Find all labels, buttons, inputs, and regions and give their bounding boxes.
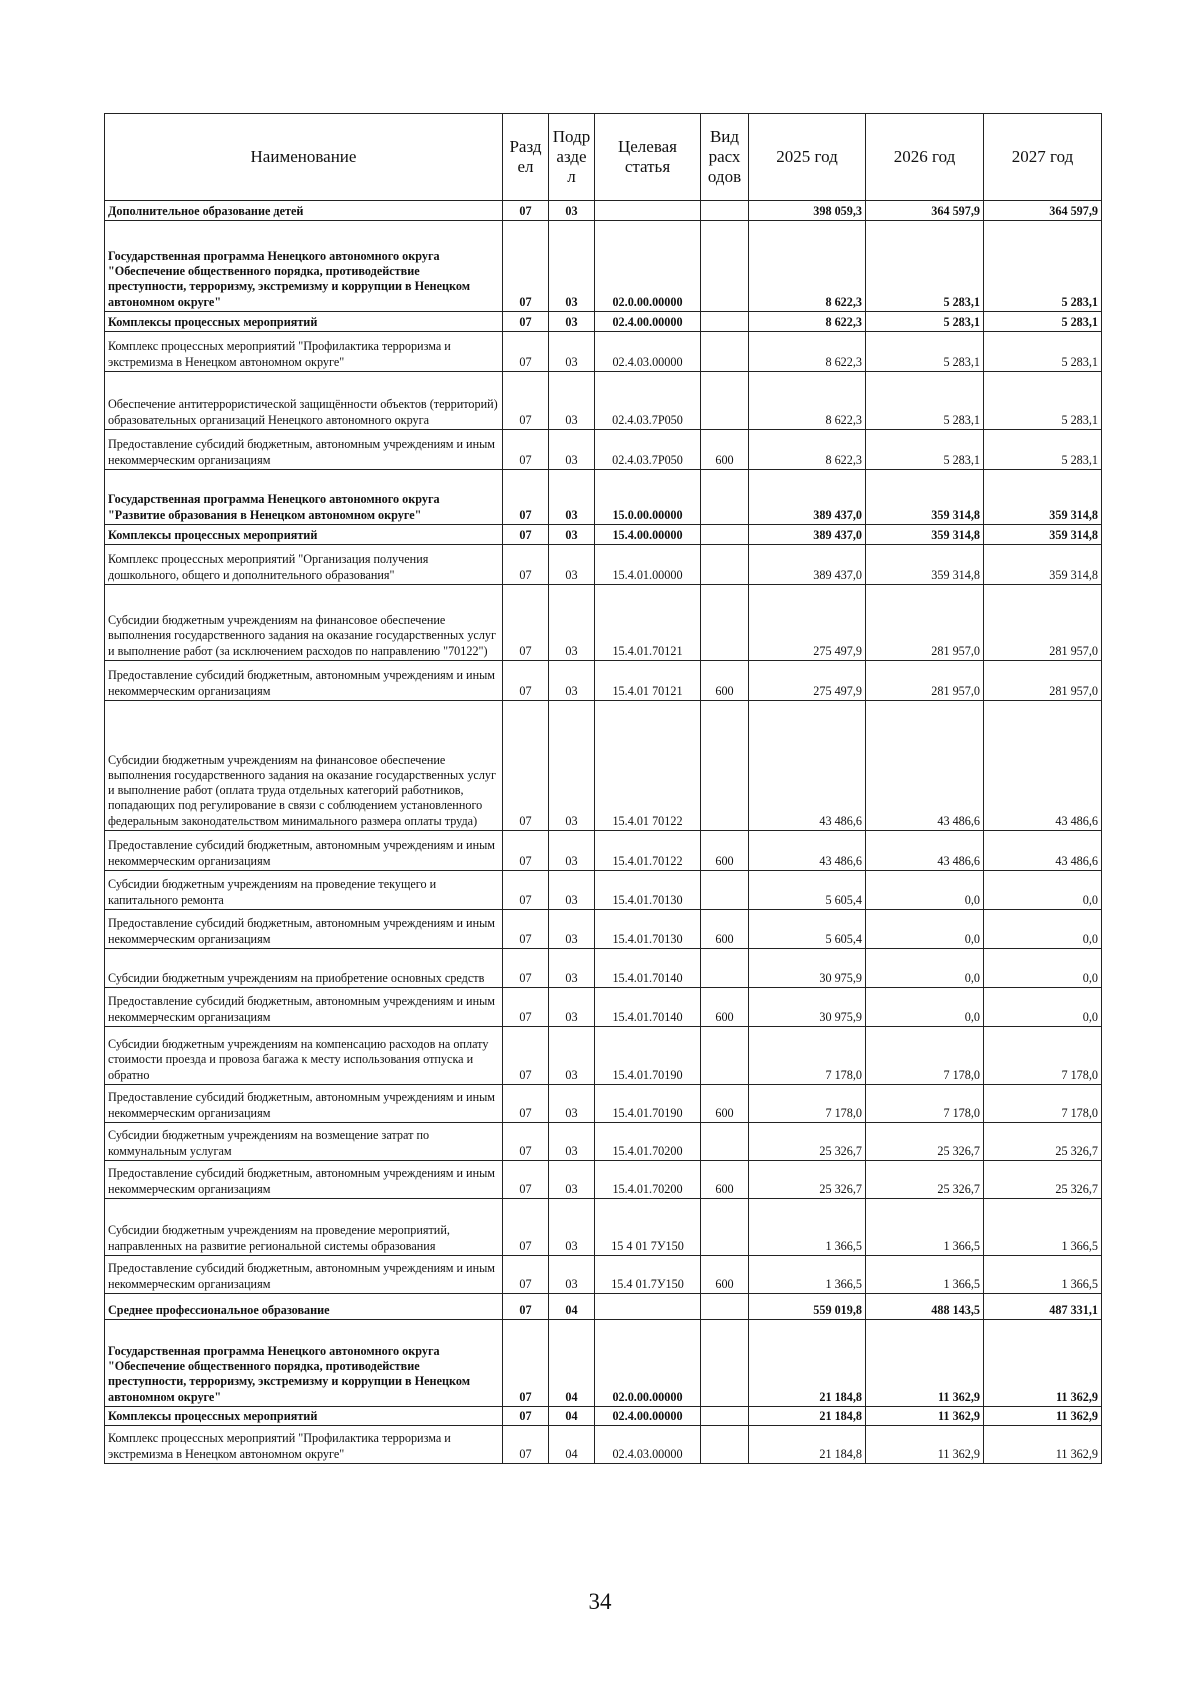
row-expense-type — [701, 1294, 749, 1320]
row-value-2026: 5 283,1 — [866, 372, 984, 430]
row-expense-type — [701, 1027, 749, 1085]
row-podrazd: 03 — [549, 372, 595, 430]
budget-table — [104, 113, 1102, 1464]
row-value-2026: 488 143,5 — [866, 1294, 984, 1320]
table-row — [105, 1407, 1102, 1426]
row-name: Предоставление субсидий бюджетным, автономным учреждениям и иным некоммерческим организациям — [105, 1085, 503, 1123]
row-podrazd: 03 — [549, 585, 595, 661]
row-value-2026: 1 366,5 — [866, 1256, 984, 1294]
row-value-2027: 11 362,9 — [984, 1407, 1102, 1426]
row-value-2025: 21 184,8 — [749, 1320, 866, 1407]
row-value-2025: 389 437,0 — [749, 525, 866, 545]
row-value-2027: 11 362,9 — [984, 1320, 1102, 1407]
table-row — [105, 831, 1102, 871]
table-row — [105, 988, 1102, 1027]
row-expense-type — [701, 332, 749, 372]
header-vid: Вид расх одов — [701, 114, 749, 201]
row-value-2027: 25 326,7 — [984, 1123, 1102, 1161]
row-podrazd: 03 — [549, 1027, 595, 1085]
row-razd: 07 — [503, 1199, 549, 1256]
row-target-article: 15.4.01.00000 — [595, 545, 701, 585]
row-target-article: 02.4.00.00000 — [595, 312, 701, 332]
table-row — [105, 221, 1102, 312]
row-target-article: 15.4.01.70190 — [595, 1085, 701, 1123]
row-razd: 07 — [503, 585, 549, 661]
row-value-2025: 1 366,5 — [749, 1199, 866, 1256]
row-value-2027: 0,0 — [984, 988, 1102, 1027]
row-razd: 07 — [503, 1426, 549, 1464]
row-value-2026: 281 957,0 — [866, 661, 984, 701]
row-value-2025: 43 486,6 — [749, 831, 866, 871]
table-row — [105, 1294, 1102, 1320]
table-row — [105, 201, 1102, 221]
row-value-2026: 0,0 — [866, 910, 984, 949]
row-value-2026: 43 486,6 — [866, 831, 984, 871]
row-value-2026: 7 178,0 — [866, 1085, 984, 1123]
row-value-2027: 43 486,6 — [984, 701, 1102, 831]
row-target-article: 02.4.03.7Р050 — [595, 430, 701, 470]
row-razd: 07 — [503, 372, 549, 430]
row-razd: 07 — [503, 661, 549, 701]
row-podrazd: 03 — [549, 332, 595, 372]
row-value-2026: 5 283,1 — [866, 332, 984, 372]
row-value-2025: 8 622,3 — [749, 312, 866, 332]
row-value-2027: 359 314,8 — [984, 470, 1102, 525]
table-row — [105, 661, 1102, 701]
row-expense-type — [701, 312, 749, 332]
row-expense-type: 600 — [701, 1256, 749, 1294]
row-razd: 07 — [503, 332, 549, 372]
row-podrazd: 03 — [549, 910, 595, 949]
row-expense-type — [701, 221, 749, 312]
row-target-article: 15.4.01.70121 — [595, 585, 701, 661]
row-value-2027: 5 283,1 — [984, 430, 1102, 470]
row-razd: 07 — [503, 1407, 549, 1426]
row-value-2026: 0,0 — [866, 949, 984, 988]
row-target-article: 02.4.03.00000 — [595, 1426, 701, 1464]
row-value-2025: 5 605,4 — [749, 871, 866, 910]
header-razd: Разд ел — [503, 114, 549, 201]
row-value-2027: 281 957,0 — [984, 585, 1102, 661]
row-value-2025: 8 622,3 — [749, 430, 866, 470]
row-podrazd: 03 — [549, 1199, 595, 1256]
row-target-article: 15.4.01.70140 — [595, 988, 701, 1027]
row-name: Среднее профессиональное образование — [105, 1294, 503, 1320]
row-value-2026: 11 362,9 — [866, 1426, 984, 1464]
header-2026: 2026 год — [866, 114, 984, 201]
row-value-2026: 5 283,1 — [866, 430, 984, 470]
row-target-article: 15.4.01.70122 — [595, 831, 701, 871]
row-target-article: 15.4.01.70140 — [595, 949, 701, 988]
row-name: Субсидии бюджетным учреждениям на финансовое обеспечение выполнения государственного задания на оказание государственных услуг и выполнение работ (за исключением расходов по направлению "70122") — [105, 585, 503, 661]
row-podrazd: 03 — [549, 430, 595, 470]
row-podrazd: 03 — [549, 949, 595, 988]
row-name: Обеспечение антитеррористической защищённости объектов (территорий) образовательных организаций Ненецкого автономного округа — [105, 372, 503, 430]
row-target-article: 15.0.00.00000 — [595, 470, 701, 525]
row-razd: 07 — [503, 1161, 549, 1199]
row-name: Комплекс процессных мероприятий "Организация получения дошкольного, общего и дополнительного образования" — [105, 545, 503, 585]
row-expense-type — [701, 949, 749, 988]
row-value-2027: 364 597,9 — [984, 201, 1102, 221]
row-podrazd: 04 — [549, 1407, 595, 1426]
row-podrazd: 04 — [549, 1294, 595, 1320]
row-value-2027: 5 283,1 — [984, 312, 1102, 332]
row-value-2025: 8 622,3 — [749, 372, 866, 430]
row-value-2025: 30 975,9 — [749, 988, 866, 1027]
row-value-2025: 25 326,7 — [749, 1123, 866, 1161]
row-expense-type — [701, 525, 749, 545]
row-value-2025: 8 622,3 — [749, 332, 866, 372]
table-row — [105, 470, 1102, 525]
row-razd: 07 — [503, 988, 549, 1027]
table-row — [105, 332, 1102, 372]
row-value-2027: 5 283,1 — [984, 221, 1102, 312]
row-name: Субсидии бюджетным учреждениям на финансовое обеспечение выполнения государственного задания на оказание государственных услуг и выполнение работ (оплата труда отдельных категорий работников, попадающих под регулирование в связи с соблюдением установленного федеральным законодательством минимального размера оплаты труда) — [105, 701, 503, 831]
row-value-2027: 5 283,1 — [984, 372, 1102, 430]
row-name: Предоставление субсидий бюджетным, автономным учреждениям и иным некоммерческим организациям — [105, 661, 503, 701]
row-razd: 07 — [503, 1294, 549, 1320]
row-value-2027: 281 957,0 — [984, 661, 1102, 701]
row-expense-type — [701, 585, 749, 661]
header-row — [105, 114, 1102, 201]
row-expense-type — [701, 1199, 749, 1256]
row-name: Предоставление субсидий бюджетным, автономным учреждениям и иным некоммерческим организациям — [105, 910, 503, 949]
row-podrazd: 03 — [549, 831, 595, 871]
row-podrazd: 03 — [549, 661, 595, 701]
table-row — [105, 372, 1102, 430]
row-podrazd: 04 — [549, 1426, 595, 1464]
row-name: Комплекс процессных мероприятий "Профилактика терроризма и экстремизма в Ненецком автономном округе" — [105, 332, 503, 372]
table-row — [105, 430, 1102, 470]
row-name: Субсидии бюджетным учреждениям на проведение текущего и капитального ремонта — [105, 871, 503, 910]
row-value-2027: 359 314,8 — [984, 525, 1102, 545]
row-value-2025: 8 622,3 — [749, 221, 866, 312]
row-value-2026: 0,0 — [866, 988, 984, 1027]
row-target-article: 15.4.00.00000 — [595, 525, 701, 545]
table-row — [105, 1256, 1102, 1294]
row-value-2026: 281 957,0 — [866, 585, 984, 661]
row-razd: 07 — [503, 949, 549, 988]
header-podrazd: Подр азде л — [549, 114, 595, 201]
row-value-2026: 1 366,5 — [866, 1199, 984, 1256]
row-target-article: 15.4.01.70190 — [595, 1027, 701, 1085]
row-razd: 07 — [503, 1085, 549, 1123]
table-row — [105, 910, 1102, 949]
row-value-2025: 43 486,6 — [749, 701, 866, 831]
row-name: Комплексы процессных мероприятий — [105, 312, 503, 332]
row-expense-type — [701, 1426, 749, 1464]
row-value-2026: 25 326,7 — [866, 1161, 984, 1199]
row-name: Субсидии бюджетным учреждениям на приобретение основных средств — [105, 949, 503, 988]
row-value-2026: 364 597,9 — [866, 201, 984, 221]
row-target-article: 15.4 01.7У150 — [595, 1256, 701, 1294]
row-target-article: 02.4.03.00000 — [595, 332, 701, 372]
row-value-2026: 359 314,8 — [866, 525, 984, 545]
row-razd: 07 — [503, 545, 549, 585]
row-podrazd: 03 — [549, 1123, 595, 1161]
row-name: Предоставление субсидий бюджетным, автономным учреждениям и иным некоммерческим организациям — [105, 988, 503, 1027]
row-name: Государственная программа Ненецкого автономного округа "Обеспечение общественного порядка, противодействие преступности, терроризму, экстремизму и коррупции в Ненецком автономном округе" — [105, 221, 503, 312]
row-expense-type: 600 — [701, 988, 749, 1027]
row-value-2025: 5 605,4 — [749, 910, 866, 949]
row-value-2025: 559 019,8 — [749, 1294, 866, 1320]
row-name: Комплекс процессных мероприятий "Профилактика терроризма и экстремизма в Ненецком автономном округе" — [105, 1426, 503, 1464]
row-value-2027: 1 366,5 — [984, 1199, 1102, 1256]
row-name: Предоставление субсидий бюджетным, автономным учреждениям и иным некоммерческим организациям — [105, 430, 503, 470]
row-value-2025: 21 184,8 — [749, 1426, 866, 1464]
row-target-article — [595, 201, 701, 221]
row-target-article: 15 4 01 7У150 — [595, 1199, 701, 1256]
row-razd: 07 — [503, 201, 549, 221]
row-expense-type: 600 — [701, 910, 749, 949]
row-value-2025: 389 437,0 — [749, 545, 866, 585]
table-row — [105, 545, 1102, 585]
row-value-2026: 7 178,0 — [866, 1027, 984, 1085]
row-value-2027: 0,0 — [984, 871, 1102, 910]
row-target-article: 15.4.01.70200 — [595, 1123, 701, 1161]
row-name: Субсидии бюджетным учреждениям на проведение мероприятий, направленных на развитие региональной системы образования — [105, 1199, 503, 1256]
row-expense-type — [701, 701, 749, 831]
header-tselevaya: Целевая статья — [595, 114, 701, 201]
row-value-2025: 30 975,9 — [749, 949, 866, 988]
row-razd: 07 — [503, 1256, 549, 1294]
row-name: Предоставление субсидий бюджетным, автономным учреждениям и иным некоммерческим организациям — [105, 1256, 503, 1294]
table-row — [105, 312, 1102, 332]
row-expense-type: 600 — [701, 831, 749, 871]
row-value-2027: 11 362,9 — [984, 1426, 1102, 1464]
row-value-2027: 1 366,5 — [984, 1256, 1102, 1294]
row-name: Государственная программа Ненецкого автономного округа "Обеспечение общественного порядка, противодействие преступности, терроризму, экстремизму и коррупции в Ненецком автономном округе" — [105, 1320, 503, 1407]
row-podrazd: 03 — [549, 1085, 595, 1123]
row-name: Субсидии бюджетным учреждениям на компенсацию расходов на оплату стоимости проезда и провоза багажа к месту использования отпуска и обратно — [105, 1027, 503, 1085]
row-podrazd: 03 — [549, 1256, 595, 1294]
row-razd: 07 — [503, 1027, 549, 1085]
row-podrazd: 03 — [549, 701, 595, 831]
row-expense-type — [701, 470, 749, 525]
row-podrazd: 03 — [549, 545, 595, 585]
row-expense-type — [701, 1407, 749, 1426]
row-name: Дополнительное образование детей — [105, 201, 503, 221]
row-target-article: 15.4.01.70130 — [595, 910, 701, 949]
table-row — [105, 871, 1102, 910]
row-podrazd: 03 — [549, 525, 595, 545]
row-value-2027: 43 486,6 — [984, 831, 1102, 871]
row-target-article: 02.0.00.00000 — [595, 221, 701, 312]
row-name: Субсидии бюджетным учреждениям на возмещение затрат по коммунальным услугам — [105, 1123, 503, 1161]
table-row — [105, 1161, 1102, 1199]
row-value-2025: 275 497,9 — [749, 585, 866, 661]
row-value-2027: 7 178,0 — [984, 1085, 1102, 1123]
row-value-2025: 275 497,9 — [749, 661, 866, 701]
row-name: Государственная программа Ненецкого автономного округа "Развитие образования в Ненецком автономном округе" — [105, 470, 503, 525]
row-podrazd: 03 — [549, 988, 595, 1027]
row-podrazd: 04 — [549, 1320, 595, 1407]
row-value-2026: 5 283,1 — [866, 221, 984, 312]
table-row — [105, 1426, 1102, 1464]
row-expense-type — [701, 871, 749, 910]
header-2025: 2025 год — [749, 114, 866, 201]
table-row — [105, 525, 1102, 545]
table-row — [105, 1027, 1102, 1085]
row-target-article: 02.4.00.00000 — [595, 1407, 701, 1426]
row-value-2026: 5 283,1 — [866, 312, 984, 332]
row-target-article: 02.0.00.00000 — [595, 1320, 701, 1407]
row-value-2027: 25 326,7 — [984, 1161, 1102, 1199]
row-razd: 07 — [503, 1123, 549, 1161]
row-value-2026: 11 362,9 — [866, 1407, 984, 1426]
row-target-article: 15.4.01 70121 — [595, 661, 701, 701]
row-value-2027: 0,0 — [984, 949, 1102, 988]
row-value-2026: 359 314,8 — [866, 470, 984, 525]
row-name: Предоставление субсидий бюджетным, автономным учреждениям и иным некоммерческим организациям — [105, 831, 503, 871]
row-podrazd: 03 — [549, 871, 595, 910]
row-razd: 07 — [503, 430, 549, 470]
row-value-2025: 398 059,3 — [749, 201, 866, 221]
row-expense-type — [701, 372, 749, 430]
row-value-2025: 389 437,0 — [749, 470, 866, 525]
row-expense-type: 600 — [701, 661, 749, 701]
row-razd: 07 — [503, 701, 549, 831]
row-value-2027: 7 178,0 — [984, 1027, 1102, 1085]
row-razd: 07 — [503, 871, 549, 910]
table-row — [105, 585, 1102, 661]
row-value-2026: 0,0 — [866, 871, 984, 910]
table-row — [105, 1085, 1102, 1123]
header-name: Наименование — [105, 114, 503, 201]
row-value-2027: 359 314,8 — [984, 545, 1102, 585]
row-target-article: 15.4.01.70130 — [595, 871, 701, 910]
table-row — [105, 1320, 1102, 1407]
row-podrazd: 03 — [549, 201, 595, 221]
row-value-2025: 7 178,0 — [749, 1085, 866, 1123]
row-podrazd: 03 — [549, 312, 595, 332]
row-value-2025: 21 184,8 — [749, 1407, 866, 1426]
row-value-2027: 5 283,1 — [984, 332, 1102, 372]
row-target-article: 15.4.01.70200 — [595, 1161, 701, 1199]
row-expense-type: 600 — [701, 1161, 749, 1199]
row-value-2027: 0,0 — [984, 910, 1102, 949]
row-value-2026: 43 486,6 — [866, 701, 984, 831]
row-target-article — [595, 1294, 701, 1320]
row-razd: 07 — [503, 831, 549, 871]
row-expense-type — [701, 201, 749, 221]
row-razd: 07 — [503, 221, 549, 312]
row-value-2026: 359 314,8 — [866, 545, 984, 585]
row-expense-type — [701, 545, 749, 585]
header-2027: 2027 год — [984, 114, 1102, 201]
row-target-article: 15.4.01 70122 — [595, 701, 701, 831]
row-value-2025: 1 366,5 — [749, 1256, 866, 1294]
row-razd: 07 — [503, 525, 549, 545]
table-row — [105, 1199, 1102, 1256]
row-name: Предоставление субсидий бюджетным, автономным учреждениям и иным некоммерческим организациям — [105, 1161, 503, 1199]
row-value-2027: 487 331,1 — [984, 1294, 1102, 1320]
row-expense-type — [701, 1123, 749, 1161]
row-expense-type: 600 — [701, 430, 749, 470]
table-body — [105, 201, 1102, 1464]
table-row — [105, 1123, 1102, 1161]
row-name: Комплексы процессных мероприятий — [105, 525, 503, 545]
row-value-2026: 11 362,9 — [866, 1320, 984, 1407]
table-row — [105, 701, 1102, 831]
row-podrazd: 03 — [549, 470, 595, 525]
row-razd: 07 — [503, 312, 549, 332]
row-podrazd: 03 — [549, 1161, 595, 1199]
row-value-2026: 25 326,7 — [866, 1123, 984, 1161]
row-name: Комплексы процессных мероприятий — [105, 1407, 503, 1426]
row-razd: 07 — [503, 910, 549, 949]
row-expense-type: 600 — [701, 1085, 749, 1123]
page-number: 34 — [588, 1589, 612, 1614]
table-row — [105, 949, 1102, 988]
row-value-2025: 7 178,0 — [749, 1027, 866, 1085]
row-target-article: 02.4.03.7Р050 — [595, 372, 701, 430]
row-razd: 07 — [503, 470, 549, 525]
row-podrazd: 03 — [549, 221, 595, 312]
row-value-2025: 25 326,7 — [749, 1161, 866, 1199]
row-expense-type — [701, 1320, 749, 1407]
row-razd: 07 — [503, 1320, 549, 1407]
